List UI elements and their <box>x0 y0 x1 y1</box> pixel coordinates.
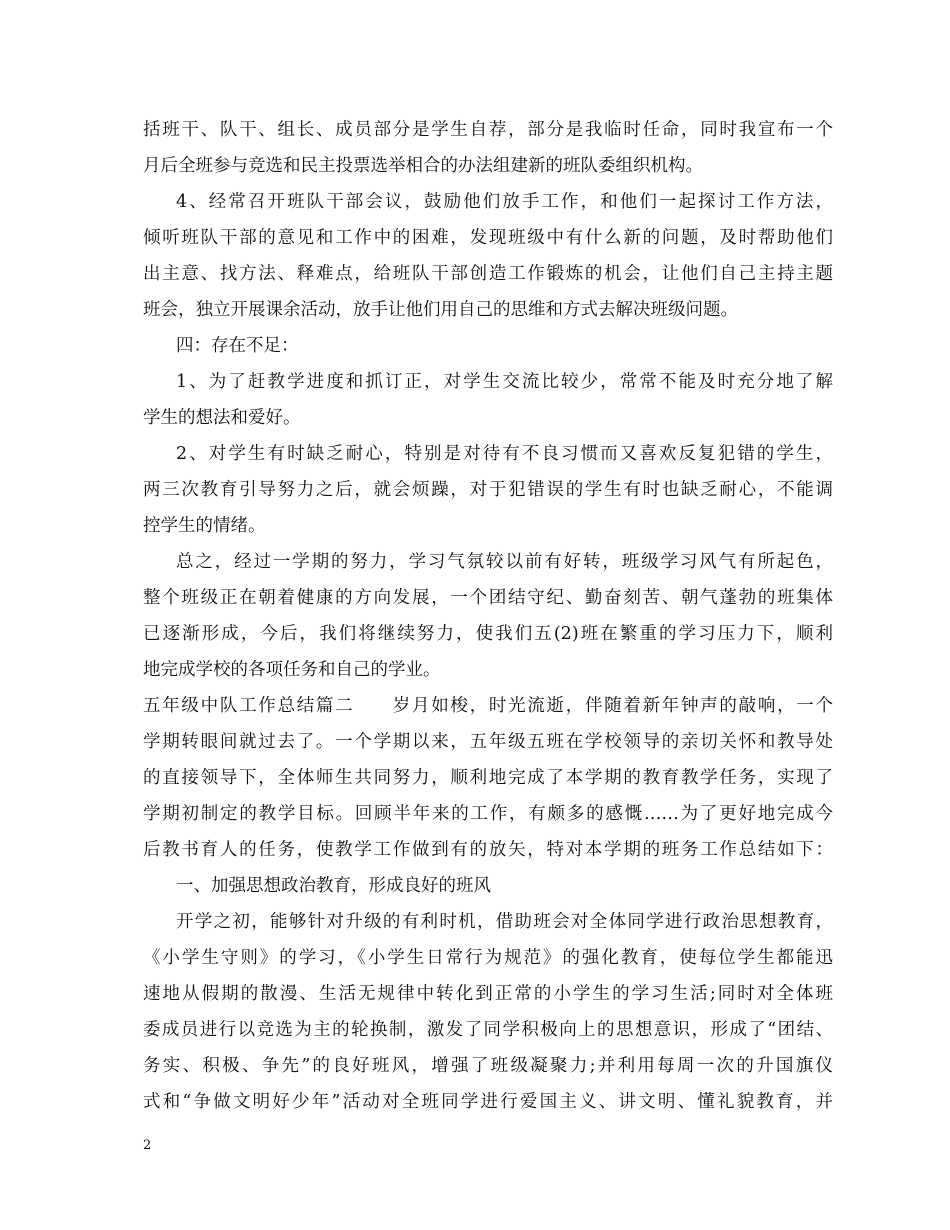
text-line: 学生的想法和爱好。 <box>143 408 301 428</box>
text-line: 控学生的情绪。 <box>143 516 266 536</box>
text-line: 学期转眼间就过去了。一个学期以来，五年级五班在学校领导的亲切关怀和教导处 <box>143 732 833 752</box>
text-line: 整个班级正在朝着健康的方向发展，一个团结守纪、勤奋刻苦、朝气蓬勃的班集体 <box>143 588 833 608</box>
text-line: 开学之初，能够针对升级的有利时机，借助班会对全体同学进行政治思想教育， <box>176 912 833 932</box>
text-line: 班会，独立开展课余活动，放手让他们用自己的思维和方式去解决班级问题。 <box>143 300 738 320</box>
text-line: 学期初制定的教学目标。回顾半年来的工作，有颇多的感慨……为了更好地完成今 <box>143 804 833 824</box>
text-line: 后教书育人的任务，使教学工作做到有的放矢，特对本学期的班务工作总结如下： <box>143 840 833 860</box>
text-line: 总之，经过一学期的努力，学习气氛较以前有好转，班级学习风气有所起色， <box>176 552 833 572</box>
text-line: 2、对学生有时缺乏耐心，特别是对待有不良习惯而又喜欢反复犯错的学生， <box>176 444 833 464</box>
section-heading: 四：存在不足： <box>176 336 299 356</box>
text-line: 务实、积极、争先”的良好班风，增强了班级凝聚力;并利用每周一次的升国旗仪 <box>143 1056 833 1076</box>
text-line: 两三次教育引导努力之后，就会烦躁，对于犯错误的学生有时也缺乏耐心，不能调 <box>143 480 833 500</box>
text-line: 地完成学校的各项任务和自己的学业。 <box>143 660 441 680</box>
page-number: 2 <box>143 1138 152 1153</box>
section-heading: 一、加强思想政治教育，形成良好的班风 <box>176 876 491 896</box>
text-line: 《小学生守则》的学习，《小学生日常行为规范》的强化教育，使每位学生都能迅 <box>143 948 833 968</box>
section-title-line: 五年级中队工作总结篇二 岁月如梭，时光流逝，伴随着新年钟声的敲响，一个 <box>143 696 833 716</box>
text-line: 式和“争做文明好少年”活动对全班同学进行爱国主义、讲文明、懂礼貌教育，并 <box>143 1092 833 1112</box>
text-line: 出主意、找方法、释难点，给班队干部创造工作锻炼的机会，让他们自己主持主题 <box>143 264 833 284</box>
text-line: 已逐渐形成，今后，我们将继续努力，使我们五(2)班在繁重的学习压力下，顺利 <box>143 624 833 644</box>
text-line: 倾听班队干部的意见和工作中的困难，发现班级中有什么新的问题，及时帮助他们 <box>143 228 833 248</box>
text-line: 的直接领导下，全体师生共同努力，顺利地完成了本学期的教育教学任务，实现了 <box>143 768 833 788</box>
text-line: 4、经常召开班队干部会议，鼓励他们放手工作，和他们一起探讨工作方法， <box>176 192 833 212</box>
text-line: 速地从假期的散漫、生活无规律中转化到正常的小学生的学习生活;同时对全体班 <box>143 984 833 1004</box>
text-line: 月后全班参与竞选和民主投票选举相合的办法组建新的班队委组织机构。 <box>143 156 703 176</box>
text-line: 1、为了赶教学进度和抓订正，对学生交流比较少，常常不能及时充分地了解 <box>176 372 833 392</box>
text-line: 委成员进行以竞选为主的轮换制，激发了同学积极向上的思想意识，形成了“团结、 <box>143 1020 833 1040</box>
text-line: 括班干、队干、组长、成员部分是学生自荐，部分是我临时任命，同时我宣布一个 <box>143 120 833 140</box>
